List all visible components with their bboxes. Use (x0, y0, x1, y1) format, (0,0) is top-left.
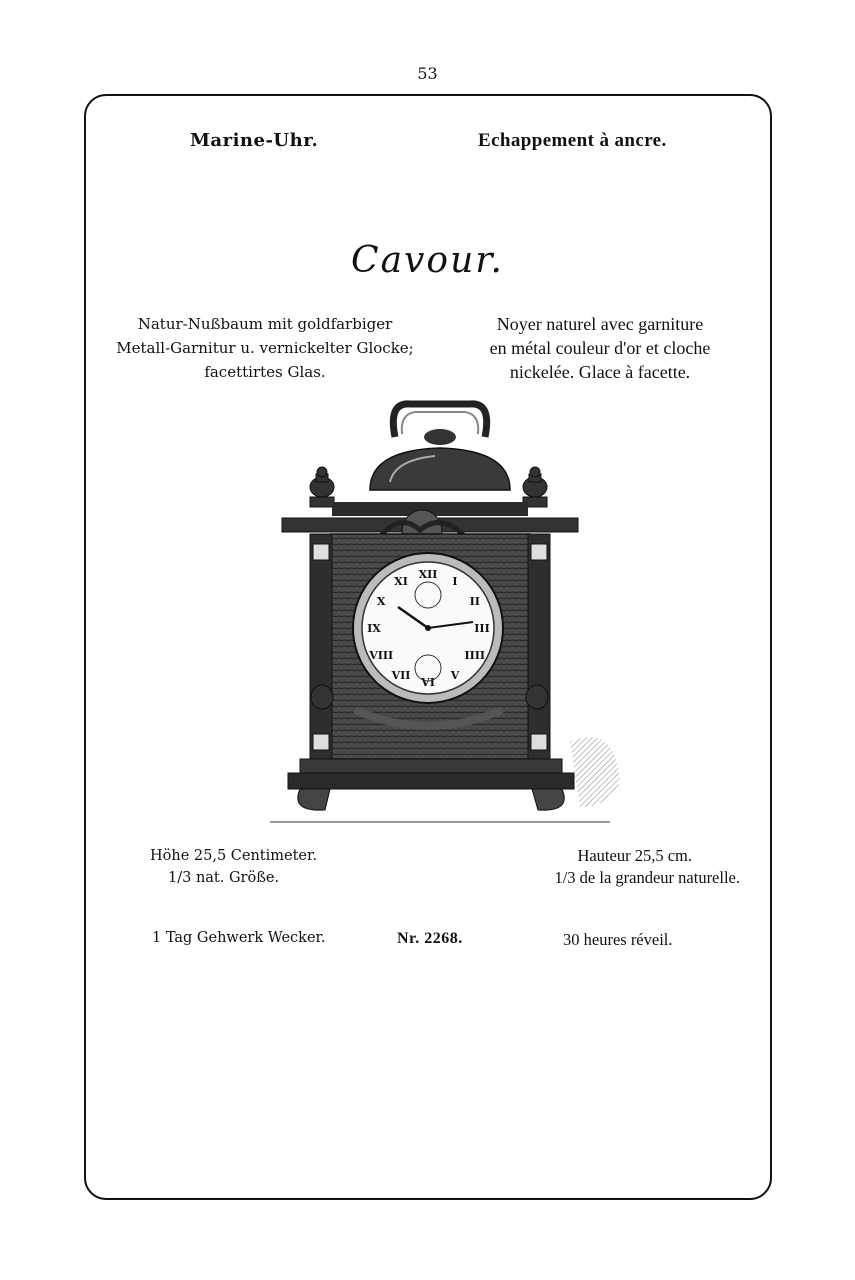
clock-numeral: IX (367, 622, 381, 635)
clock-numeral: VI (421, 676, 435, 689)
description-french-line: nickelée. Glace à facette. (509, 362, 691, 382)
item-number: Nr. 2268. (397, 930, 463, 947)
description-french-line: Noyer naturel avec garniture (496, 314, 704, 334)
height-german: Höhe 25,5 Centimeter. (150, 848, 317, 864)
header-french-title: Echappement à ancre. (478, 130, 667, 151)
clock-numeral: X (376, 595, 386, 608)
description-french-line: en métal couleur d'or et cloche (489, 338, 711, 358)
clock-numeral: VII (391, 668, 411, 682)
clock-numeral: I (452, 575, 458, 589)
finial-right (523, 467, 547, 507)
clock-numeral: IIII (464, 649, 486, 662)
height-french: Hauteur 25,5 cm. (577, 846, 692, 865)
clock-numeral: XI (394, 575, 408, 589)
scale-french: 1/3 de la grandeur naturelle. (554, 868, 740, 887)
clock-numeral: XII (418, 568, 438, 581)
clock-numeral: VIII (369, 649, 394, 662)
model-title: Cavour. (351, 240, 504, 281)
dimensions-german (150, 845, 317, 889)
clock-base (300, 759, 562, 773)
movement-german: 1 Tag Gehwerk Wecker. (152, 930, 326, 946)
clock-illustration (270, 392, 630, 832)
description-german (100, 312, 430, 384)
dimensions-french (510, 845, 740, 889)
page-number: 53 (417, 64, 438, 83)
movement-french: 30 heures réveil. (563, 930, 673, 949)
description-german-line: Metall-Garnitur u. vernickelter Glocke; (116, 339, 414, 357)
finial-left (310, 467, 334, 507)
scale-german: 1/3 nat. Größe. (168, 870, 280, 886)
description-german-line: Natur-Nußbaum mit goldfarbiger (137, 315, 393, 333)
clock-numeral: V (450, 668, 460, 682)
clock-numeral: II (469, 595, 480, 608)
bell (370, 448, 510, 490)
description-german-line: facettirtes Glas. (204, 363, 326, 381)
description-french (440, 312, 760, 384)
clock-numeral: III (474, 622, 490, 635)
header-german-title: Marine-Uhr. (190, 130, 319, 151)
